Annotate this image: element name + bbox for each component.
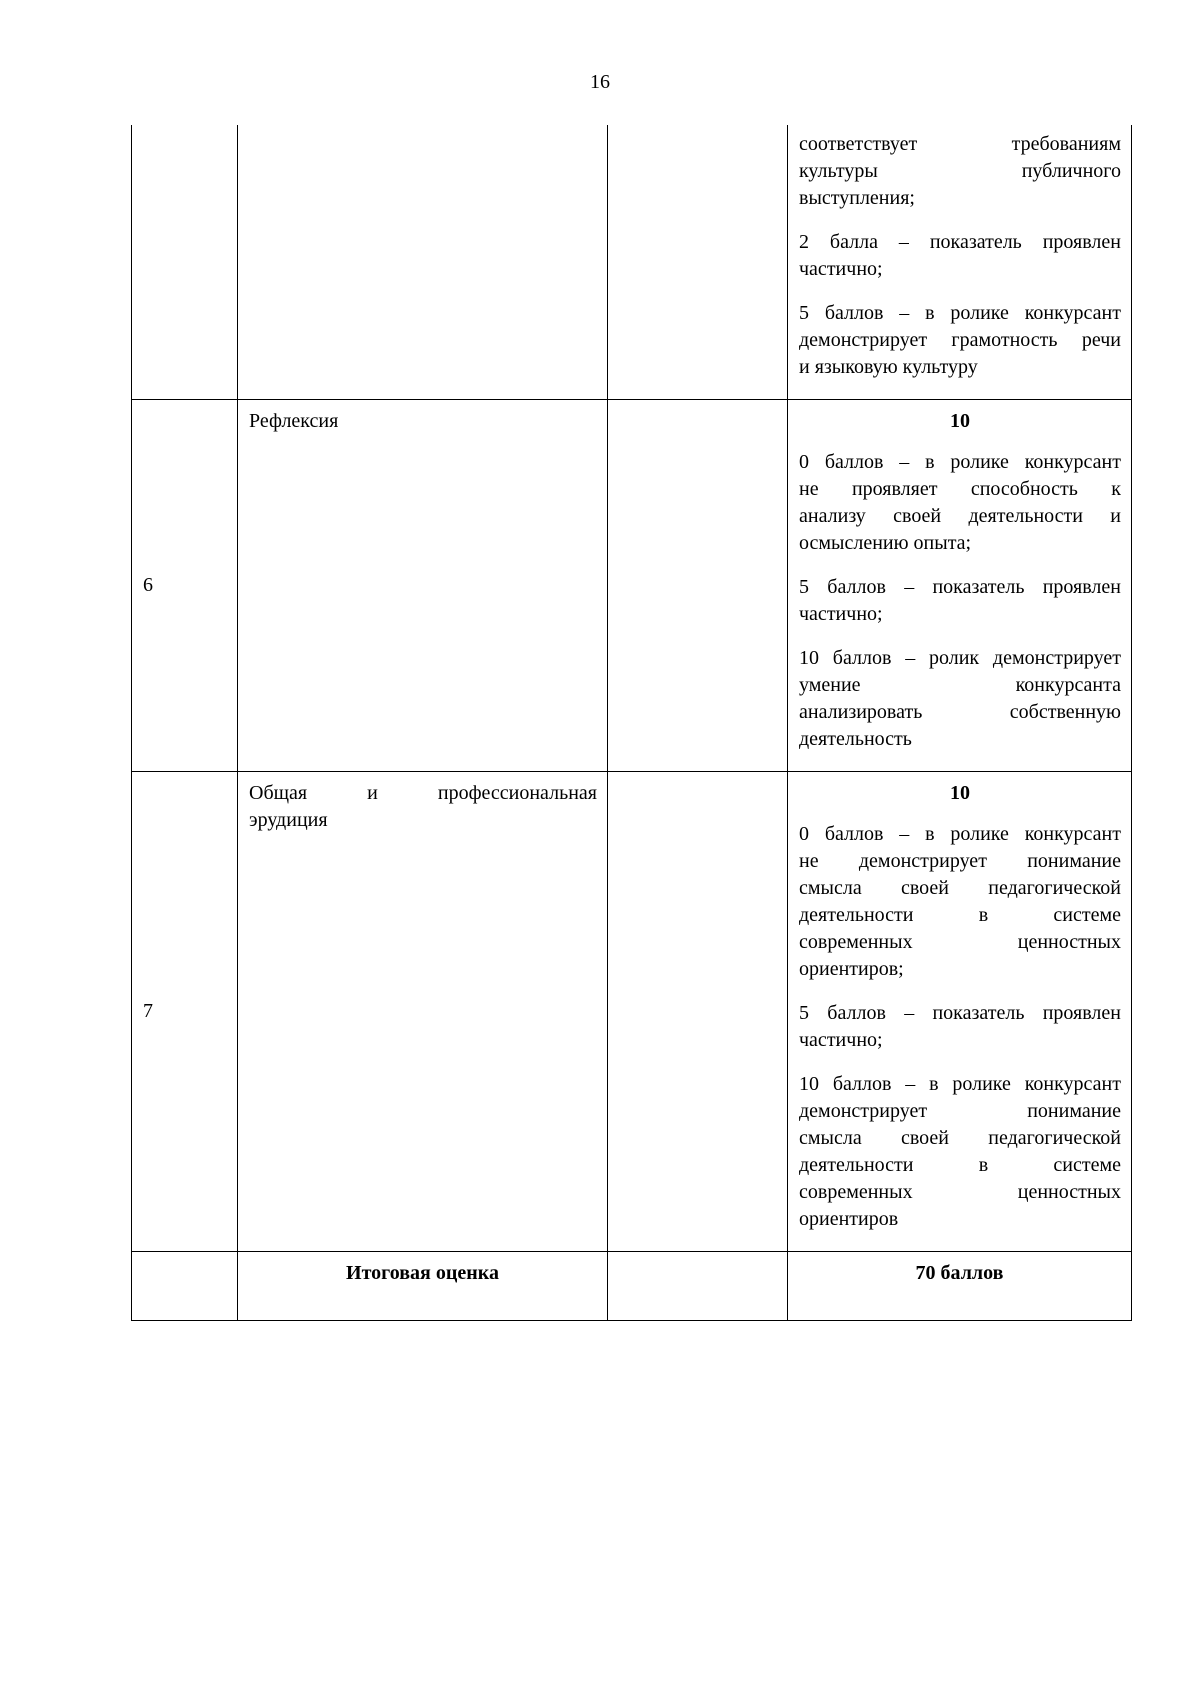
descriptor-line: ориентиров; xyxy=(799,958,904,980)
descriptor-paragraph xyxy=(799,821,1121,983)
total-row xyxy=(132,1252,1132,1321)
max-score: 10 xyxy=(950,410,970,432)
descriptor-line: 5 баллов – показатель проявлен xyxy=(799,576,1121,598)
descriptor-paragraph xyxy=(799,645,1121,753)
criterion-name-line: Общая и профессиональная xyxy=(249,782,597,804)
descriptor-line: 0 баллов – в ролике конкурсант xyxy=(799,451,1121,473)
descriptor-paragraph xyxy=(799,449,1121,557)
empty-cell xyxy=(608,125,788,400)
descriptor-paragraph xyxy=(799,574,1121,628)
criterion-name xyxy=(238,125,608,400)
empty-cell xyxy=(132,1252,238,1321)
descriptor-line: соответствует требованиям xyxy=(799,133,1121,155)
descriptor-line: 0 баллов – в ролике конкурсант xyxy=(799,823,1121,845)
descriptor-line: осмыслению опыта; xyxy=(799,532,972,554)
descriptor-line: частично; xyxy=(799,258,883,280)
descriptor-paragraph xyxy=(799,131,1121,212)
descriptor-line: смысла своей педагогической xyxy=(799,1127,1121,1149)
criteria-table xyxy=(131,125,1132,1321)
descriptor-line: современных ценностных xyxy=(799,1181,1121,1203)
descriptor-line: 5 баллов – показатель проявлен xyxy=(799,1002,1121,1024)
total-label: Итоговая оценка xyxy=(238,1252,608,1321)
criterion-name xyxy=(238,772,608,1252)
descriptor-line: 5 баллов – в ролике конкурсант xyxy=(799,302,1121,324)
descriptor-line: демонстрирует понимание xyxy=(799,1100,1121,1122)
row-number: 7 xyxy=(132,772,238,1252)
descriptor-line: демонстрирует грамотность речи xyxy=(799,329,1121,351)
criterion-descriptor xyxy=(788,400,1132,772)
page-number: 16 xyxy=(590,71,610,93)
row-number: 6 xyxy=(132,400,238,772)
table-row xyxy=(132,400,1132,772)
descriptor-line: 10 баллов – в ролике конкурсант xyxy=(799,1073,1121,1095)
empty-cell xyxy=(608,1252,788,1321)
empty-cell xyxy=(608,400,788,772)
descriptor-line: и языковую культуру xyxy=(799,356,978,378)
descriptor-line: деятельности в системе xyxy=(799,904,1121,926)
descriptor-line: культуры публичного xyxy=(799,160,1121,182)
descriptor-line: частично; xyxy=(799,1029,883,1051)
descriptor-paragraph xyxy=(799,1000,1121,1054)
descriptor-line: ориентиров xyxy=(799,1208,899,1230)
criterion-descriptor xyxy=(788,125,1132,400)
descriptor-line: 2 балла – показатель проявлен xyxy=(799,231,1121,253)
empty-cell xyxy=(608,772,788,1252)
descriptor-line: деятельность xyxy=(799,728,912,750)
row-number xyxy=(132,125,238,400)
descriptor-line: анализу своей деятельности и xyxy=(799,505,1121,527)
descriptor-line: не проявляет способность к xyxy=(799,478,1121,500)
descriptor-line: не демонстрирует понимание xyxy=(799,850,1121,872)
descriptor-line: анализировать собственную xyxy=(799,701,1121,723)
descriptor-paragraph xyxy=(799,1071,1121,1233)
descriptor-paragraph xyxy=(799,229,1121,283)
descriptor-line: умение конкурсанта xyxy=(799,674,1121,696)
table-row xyxy=(132,125,1132,400)
criterion-descriptor xyxy=(788,772,1132,1252)
table-row xyxy=(132,772,1132,1252)
criterion-name: Рефлексия xyxy=(238,400,608,772)
descriptor-line: частично; xyxy=(799,603,883,625)
descriptor-line: 10 баллов – ролик демонстрирует xyxy=(799,647,1121,669)
descriptor-line: смысла своей педагогической xyxy=(799,877,1121,899)
total-value: 70 баллов xyxy=(788,1252,1132,1321)
max-score: 10 xyxy=(950,782,970,804)
descriptor-line: выступления; xyxy=(799,187,915,209)
descriptor-paragraph xyxy=(799,300,1121,381)
descriptor-line: современных ценностных xyxy=(799,931,1121,953)
descriptor-line: деятельности в системе xyxy=(799,1154,1121,1176)
criterion-name-line: эрудиция xyxy=(249,809,328,831)
